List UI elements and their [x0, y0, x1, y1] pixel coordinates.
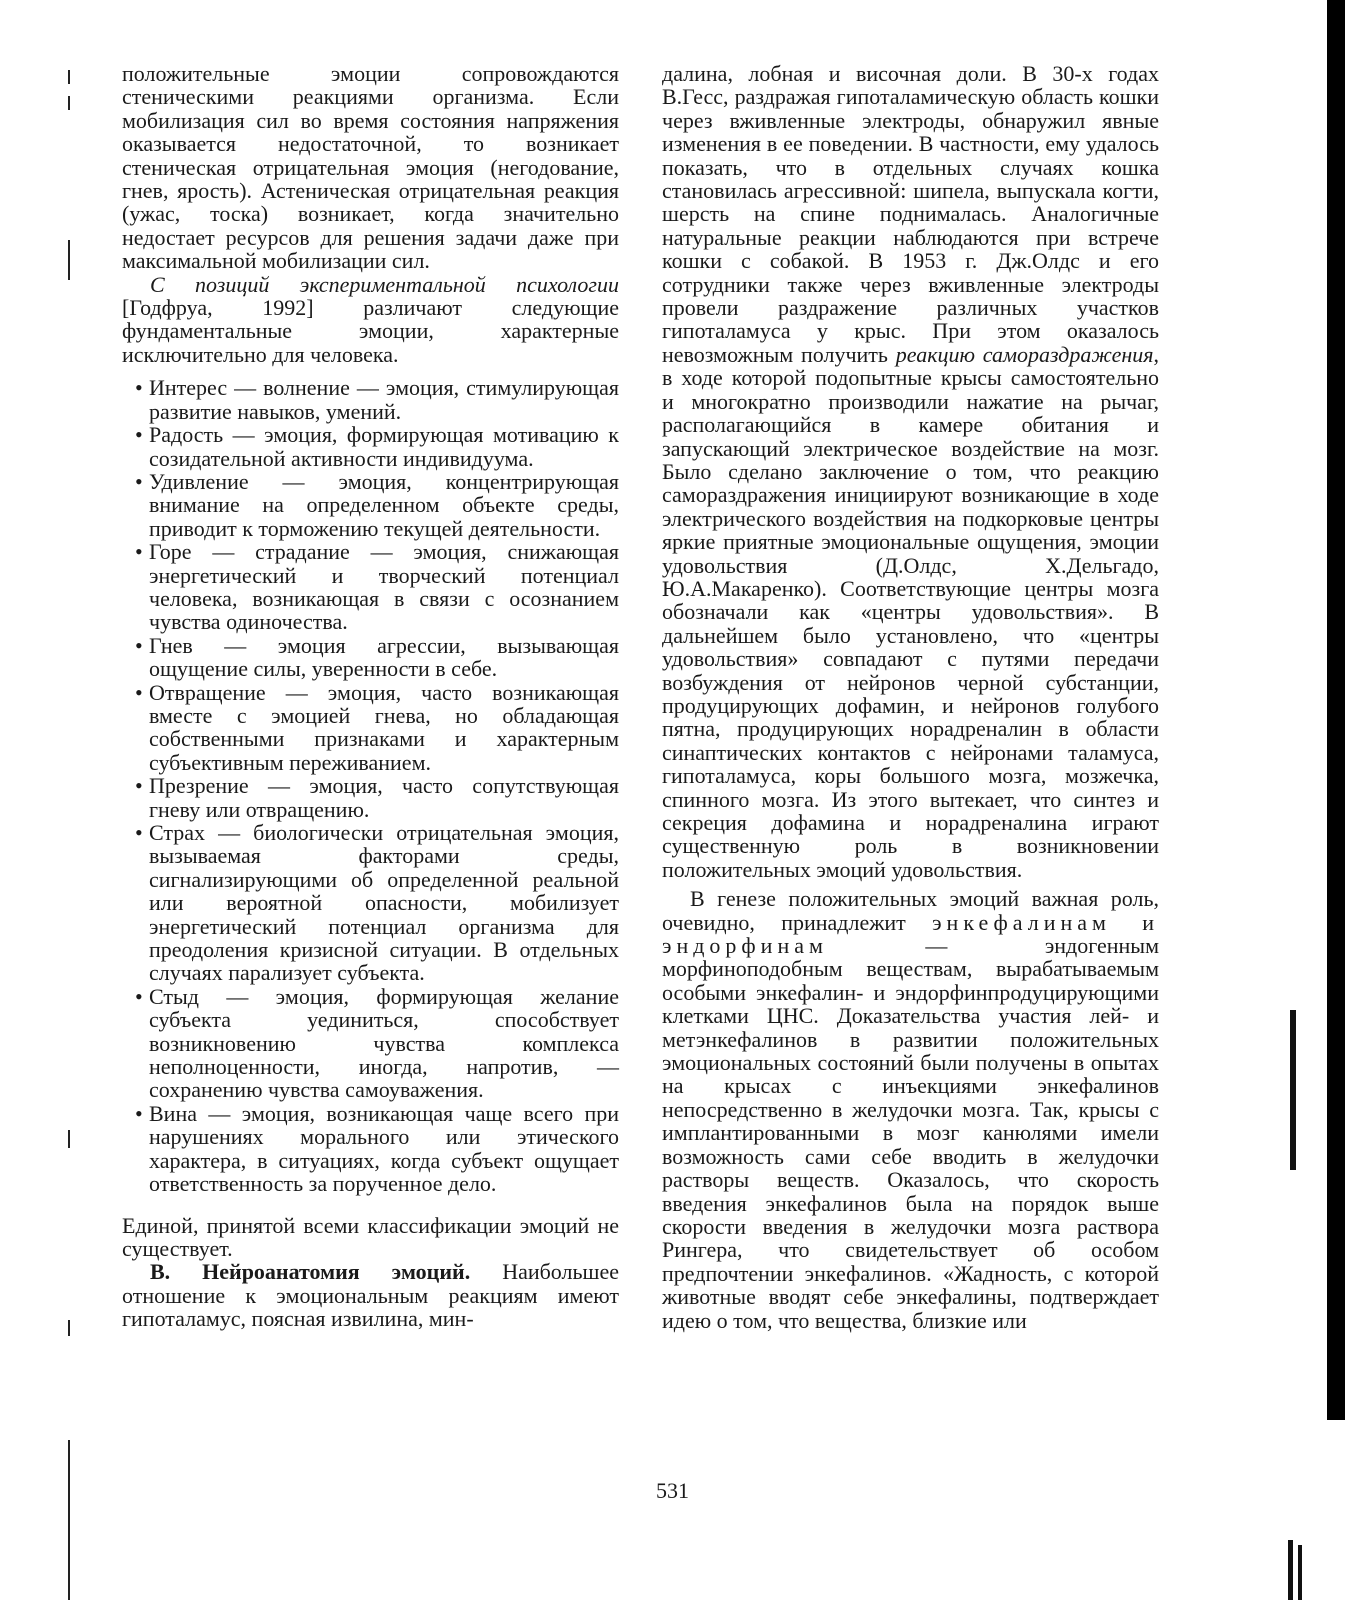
spaced-phrase: энкефалинам и эндорфинам	[662, 909, 1159, 959]
paragraph	[662, 887, 1159, 1332]
list-item: • Вина — эмоция, возникающая чаще всего при нарушениях морального или этического характера, в ситуациях, когда субъект ощущает ответственность за порученное дело.	[136, 1102, 619, 1196]
section-heading: В. Нейроанатомия эмоций.	[150, 1259, 471, 1285]
list-item: • Интерес — волнение — эмоция, стимулирующая развитие навыков, умений.	[136, 376, 619, 423]
list-item: • Отвращение — эмоция, часто возникающая вместе с эмоцией гнева, но обладающая собственными признаками и характерным субъективным переживанием.	[136, 681, 619, 775]
scan-margin-mark	[68, 240, 70, 280]
paragraph-text: , в ходе которой подопытные крысы самостоятельно и многократно производили нажатие на рычаг, располагающийся в камере обитания и запускающий электрическое воздействие на мозг. Было сделано заключение о том, что реакцию самораздражения инициируют возникающие в ходе электрического воздействия на подкорковые центры яркие приятные эмоциональные ощущения, эмоции удовольствия (Д.Олдс, Х.Дельгадо, Ю.А.Макаренко). Соответствующие центры мозга обозначали как «центры удовольствия». В дальнейшем было установлено, что «центры удовольствия» совпадают с путями передачи возбуждения от нейронов черной субстанции, продуцирующих дофамин, и нейронов голубого пятна, продуцирующих норадреналин в области синаптических контактов с нейронами таламуса, гипоталамуса, коры большого мозга, мозжечка, спинного мозга. Из этого вытекает, что синтез и секреция дофамина и норадреналина играют существенную роль в возникновении положительных эмоций удовольствия.	[662, 341, 1160, 882]
scan-edge-mark	[1298, 1545, 1302, 1600]
scan-margin-mark	[68, 1130, 70, 1148]
paragraph: положительные эмоции сопровождаются стеническими реакциями организма. Если мобилизация сил во время состояния напряжения оказывается недостаточной, то возникает стеническая отрицательная эмоция (негодование, гнев, ярость). Астеническая отрицательная реакция (ужас, тоска) возникает, когда значительно недостает ресурсов для решения задачи даже при максимальной мобилизации сил.	[122, 61, 619, 274]
list-item: • Горе — страдание — эмоция, снижающая энергетический и творческий потенциал человека, возникающая в связи с осознанием чувства одиночества.	[136, 540, 619, 634]
section-paragraph	[122, 1260, 619, 1330]
left-column	[122, 62, 619, 1331]
paragraph-text: — эндогенным морфиноподобным веществам, вырабатываемым особыми энкефалин- и эндорфинпродуцирующими клетками ЦНС. Доказательства участия лей- и метэнкефалинов в развитии положительных эмоциональных состояний были получены в опытах на крысах с инъекциями энкефалинов непосредственно в желудочки мозга. Так, крысы с имплантированными в мозг канюлями имели возможность сами себе вводить в желудочки растворы веществ. Оказалось, что скорость введения энкефалинов была на порядок выше скорости введения в желудочки мозга раствора Рингера, что свидетельствует об особом предпочтении энкефалинов. «Жадность, с которой животные вводят себе энкефалины, подтверждает идею о том, что вещества, близкие или	[662, 933, 1159, 1333]
scan-edge-mark	[1288, 1540, 1293, 1600]
paragraph: Единой, принятой всеми классификации эмоций не существует.	[122, 1212, 619, 1261]
italic-phrase: реакцию самораздражения	[895, 341, 1154, 367]
paragraph-text: [Годфруа, 1992] различают следующие фундаментальные эмоции, характерные исключительно для человека.	[122, 295, 619, 367]
paragraph-text: В генезе положительных эмоций важная роль, очевидно, принадлежит	[662, 886, 1159, 935]
scan-margin-mark	[68, 70, 70, 84]
list-item: • Страх — биологически отрицательная эмоция, вызываемая факторами среды, сигнализирующими об определенной реальной или вероятной опасности, мобилизует энергетический потенциал организма для преодоления кризисной ситуации. В отдельных случаях парализует субъекта.	[136, 821, 619, 985]
list-item: • Стыд — эмоция, формирующая желание субъекта уединиться, способствует возникновению чувства комплекса неполноценности, иногда, напротив, — сохранению чувства самоуважения.	[136, 985, 619, 1102]
list-item: • Удивление — эмоция, концентрирующая внимание на определенном объекте среды, приводит к торможению текущей деятельности.	[136, 470, 619, 540]
list-item: • Гнев — эмоция агрессии, вызывающая ощущение силы, уверенности в себе.	[136, 634, 619, 681]
emotions-list	[122, 376, 619, 1195]
scan-margin-mark	[68, 96, 70, 110]
scan-margin-mark	[68, 1320, 70, 1336]
paragraph	[662, 62, 1159, 881]
right-column	[662, 62, 1159, 1332]
scan-margin-mark	[68, 1440, 70, 1600]
scan-edge-shadow	[1327, 0, 1345, 1420]
list-item: • Радость — эмоция, формирующая мотивацию к созидательной активности индивидуума.	[136, 423, 619, 470]
italic-phrase: С позиций экспериментальной психологии	[150, 271, 619, 297]
scan-edge-mark	[1290, 1010, 1296, 1170]
page-number: 531	[656, 1478, 689, 1503]
paragraph-text: Наибольшее отношение к эмоциональным реакциям имеют гипоталамус, поясная извилина, мин-	[122, 1259, 620, 1332]
paragraph-text: далина, лобная и височная доли. В 30-х годах В.Гесс, раздражая гипоталамическую область кошки через вживленные электроды, обнаружил явные изменения в ее поведении. В частности, ему удалось показать, что в отдельных случаях кошка становилась агрессивной: шипела, выпускала когти, шерсть на спине поднималась. Аналогичные натуральные реакции наблюдаются при встрече кошки с собакой. В 1953 г. Дж.Олдс и его сотрудники также через вживленные электроды провели раздражение различных участков гипоталамуса у крыс. При этом оказалось невозможным получить	[662, 61, 1159, 367]
list-item: • Презрение — эмоция, часто сопутствующая гневу или отвращению.	[136, 774, 619, 821]
paragraph	[122, 273, 619, 367]
